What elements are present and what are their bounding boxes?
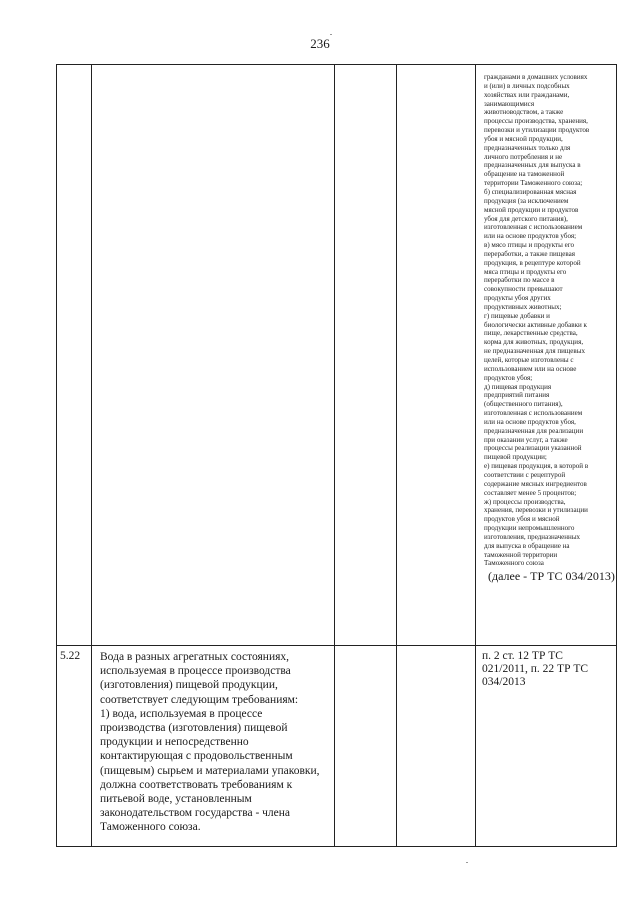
empty-cell	[397, 65, 476, 646]
row-number-cell	[57, 65, 92, 646]
requirement-text: Вода в разных агрегатных состояниях, используемая в процессе производства (изготовления) пищевой продукции, соответствует следующим требованиям: 1) вода, используемая в процессе производства (изготовления) пищевой продукции и непосредственно контактирующая с продовольственным (пищевым) сырьем и материалами упаковки, должна соответствовать требованиям к питьевой воде, установленным законодательством государства - члена Таможенного союза.	[100, 651, 320, 834]
row-number-cell	[57, 646, 92, 847]
scan-speck	[466, 862, 468, 863]
item-number: 5.22	[60, 650, 81, 662]
empty-cell	[397, 646, 476, 847]
scan-speck	[330, 34, 332, 35]
reference-text: п. 2 ст. 12 ТР ТС 021/2011, п. 22 ТР ТС 034/2013	[482, 650, 589, 689]
requirements-table	[56, 64, 617, 847]
requirement-cell	[92, 646, 335, 847]
page-number: 236	[310, 36, 330, 51]
reference-cell	[476, 646, 617, 847]
empty-cell	[335, 646, 397, 847]
table-row	[57, 65, 617, 646]
table-row	[57, 646, 617, 847]
scope-exclusions-text: гражданами в домашних условиях и (или) в личных подсобных хозяйствах или гражданами, занимающимися животноводством, а также процессы производства, хранения, перевозки и утилизации продуктов убоя и мясной продукции, предназначенных только для личного потребления и не предназначенных для выпуска в обращение на таможенной территории Таможенного союза; б) специализированная мясная продукция (за исключением мясной продукции и продуктов убоя для детского питания), изготовленная с использованием или на основе продуктов убоя; в) мясо птицы и продукты его переработки, а также пищевая продукция, в рецептуре которой мяса птицы и продукты его переработки по массе в совокупности превышают продукты убоя других продуктивных животных; г) пищевые добавки и биологически активные добавки к пище, лекарственные средства, корма для животных, продукция, не предназначенная для пищевых целей, которые изготовлены с использованием или на основе продуктов убоя; д) пищевая продукция предприятий питания (общественного питания), изготовленная с использованием или на основе продуктов убоя, предназначенная для реализации при оказании услуг, а также процессы реализации указанной пищевой продукции; е) пищевая продукция, в которой в соответствии с рецептурой содержание мясных ингредиентов составляет менее 5 процентов; ж) процессы производства, хранения, перевозки и утилизации продуктов убоя и мясной продукции непромышленного изготовления, предназначенных для выпуска в обращение на таможенной территории Таможенного союза	[484, 73, 590, 568]
requirement-cell	[92, 65, 335, 646]
regulation-designation: (далее - ТР ТС 034/2013)	[488, 569, 615, 584]
reference-cell	[476, 65, 617, 646]
empty-cell	[335, 65, 397, 646]
